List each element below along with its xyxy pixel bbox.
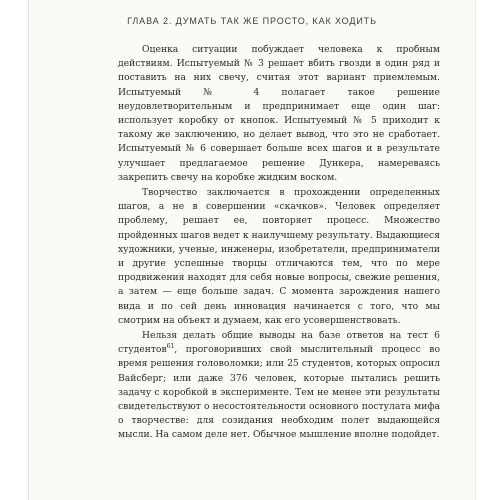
- book-page: [28, 0, 476, 500]
- paragraph-3: [118, 329, 440, 443]
- body-text: [118, 43, 440, 444]
- footnote-marker: 61: [166, 343, 175, 351]
- paragraph-3-text: Нельзя делать общие выводы на базе ответов на тест 6 студентов: [118, 330, 440, 356]
- paragraph-1: Оценка ситуации побуждает человека к пробным действиям. Испытуемый № 3 решает вбить гвозди в один ряд и поставить на них свечу, считая этот вариант приемлемым. Испытуемый № 4 полагает такое решение неудовлетворительным и предпринимает еще один шаг: использует коробку от кнопок. Испытуемый № 5 приходит к такому же заключению, но делает вывод, что это не сработает. Испытуемый № 6 совершает больше всех шагов и в результате улучшает предлагаемое решение Дункера, намереваясь закрепить свечу на коробке жидким воском.: [118, 44, 440, 183]
- running-header: ГЛАВА 2. ДУМАТЬ ТАК ЖЕ ПРОСТО, КАК ХОДИТЬ: [127, 16, 377, 26]
- paragraph-2: Творчество заключается в прохождении определенных шагов, а не в совершении «скачков». Человек определяет проблему, решает ее, повторяет процесс. Множество пройденных шагов ведет к наилучшему результату. Выдающиеся художники, ученые, инженеры, изобретатели, предприниматели и другие успешные творцы отличаются тем, что по мере продвижения находят для себя новые вопросы, свежие решения, а затем — еще больше задач. С момента зарождения нашего вида и по сей день инновация начинается с того, что мы смотрим на объект и думаем, как его усовершенствовать.: [118, 187, 440, 326]
- paragraph-3-text-cont: , проговоривших свой мыслительный процесс во время решения головоломки; или 25 студентов, которых опросил Вайсберг; или даже 376 человек, которые пытались решить задачу с коробкой в эксперименте. Тем не менее эти результаты свидетельствуют о несостоятельности основного постулата мифа о творчестве: для созидания необходим полет выдающейся мысли. На самом деле нет. Обычное мышление вполне подойдет.: [118, 344, 440, 441]
